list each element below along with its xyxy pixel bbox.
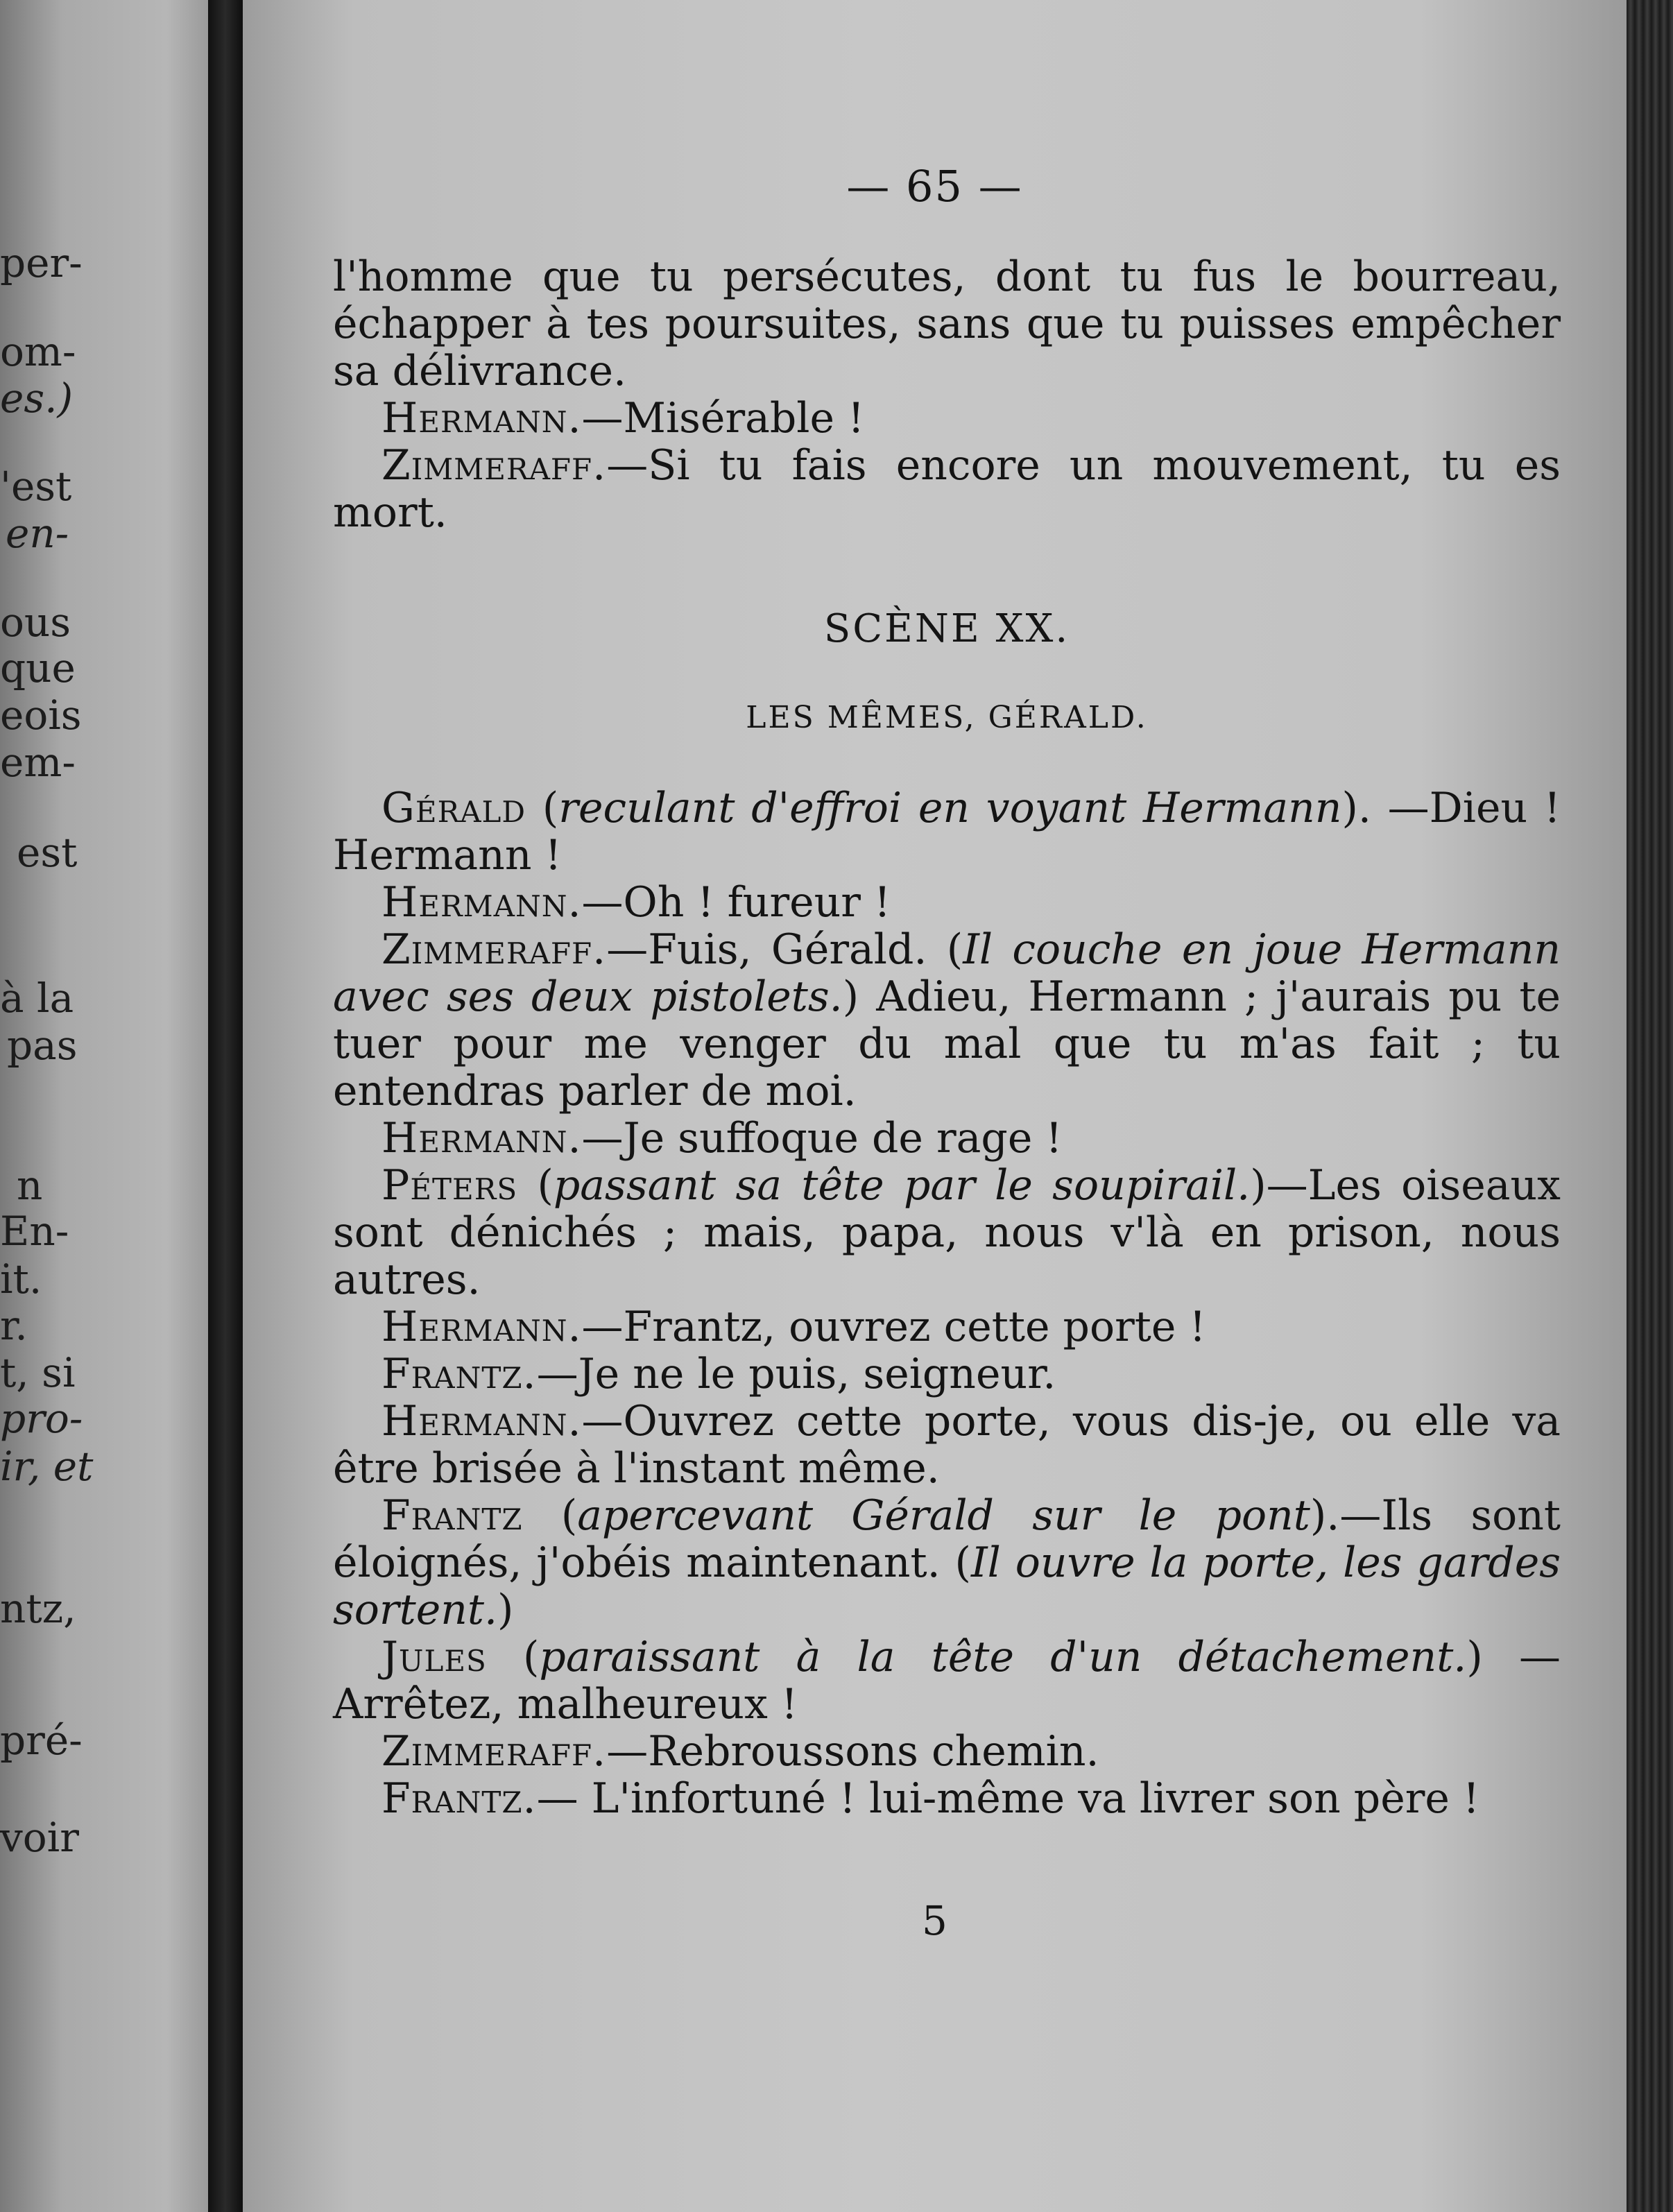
line-text: — L'infortuné ! lui-même va livrer son père ! xyxy=(536,1774,1480,1823)
previous-page-fragment: à la xyxy=(0,975,74,1022)
previous-page-fragment: pas xyxy=(7,1022,78,1069)
line-text: ).—Ils sont éloignés, j'obéis maintenant. ( xyxy=(333,1491,1561,1587)
dialogue-line xyxy=(333,1775,1561,1822)
speaker-name: Jules xyxy=(381,1633,487,1681)
speaker-name: Hermann. xyxy=(381,1114,582,1163)
speaker-name: Frantz. xyxy=(381,1774,537,1823)
previous-page-fragment: ous xyxy=(0,599,71,646)
line-text: l'homme que tu persécutes, dont tu fus le bourreau, échapper à tes poursuites, sans que tu puisses empêcher sa délivrance. xyxy=(333,252,1561,395)
dialogue-line xyxy=(333,1634,1561,1728)
line-text: —Frantz, ouvrez cette porte ! xyxy=(581,1303,1206,1351)
stage-direction: apercevant Gérald sur le pont xyxy=(577,1491,1310,1540)
dialogue-line xyxy=(333,1303,1561,1351)
line-text: —Misérable ! xyxy=(581,394,865,443)
speaker-name: Hermann. xyxy=(381,394,582,443)
line-text: —Je suffoque de rage ! xyxy=(581,1114,1063,1163)
stage-direction: reculant d'effroi en voyant Hermann xyxy=(558,784,1342,832)
page-body xyxy=(333,253,1561,1822)
line-text: ( xyxy=(526,784,559,832)
dialogue-line xyxy=(333,1398,1561,1492)
dialogue-line xyxy=(333,253,1561,395)
book-gutter xyxy=(208,0,243,2212)
dialogue-line xyxy=(333,785,1561,879)
previous-page-fragment: voir xyxy=(0,1814,79,1861)
previous-page-fragment: En- xyxy=(0,1208,69,1255)
previous-page-fragment: eois xyxy=(0,692,82,739)
previous-page-fragment: que xyxy=(0,644,76,692)
line-text: —Rebroussons chemin. xyxy=(606,1727,1099,1776)
stage-direction: paraissant à la tête d'un détachement. xyxy=(539,1633,1467,1681)
line-text: ). —Dieu ! Hermann ! xyxy=(333,784,1561,880)
line-text: —Fuis, Gérald. ( xyxy=(606,925,963,974)
previous-page-fragment: est xyxy=(17,829,78,876)
speaker-name: Péters xyxy=(381,1161,518,1210)
stage-direction: Il couche en joue Hermann avec ses deux pistolets. xyxy=(333,925,1561,1021)
dialogue-line xyxy=(333,1492,1561,1634)
signature-mark: 5 xyxy=(922,1897,947,1944)
line-text: )—Les oiseaux sont dénichés ; mais, papa, nous v'là en prison, nous autres. xyxy=(333,1161,1561,1304)
previous-page-fragment: 'est xyxy=(0,463,72,510)
speaker-name: Zimmeraff. xyxy=(381,1727,607,1776)
line-text: ( xyxy=(486,1633,540,1681)
previous-page-fragment: es.) xyxy=(0,375,74,422)
previous-page-fragment: ntz, xyxy=(0,1585,76,1632)
previous-page-fragment: en- xyxy=(6,510,69,557)
line-text: ) xyxy=(497,1586,514,1634)
page xyxy=(243,0,1627,2212)
line-text: —Ouvrez cette porte, vous dis-je, ou elle va être brisée à l'instant même. xyxy=(333,1397,1561,1493)
dialogue-line xyxy=(333,1115,1561,1162)
line-text: —Oh ! fureur ! xyxy=(581,878,891,927)
opening-dialogue xyxy=(333,253,1561,536)
speaker-name: Zimmeraff. xyxy=(381,925,607,974)
dialogue-line xyxy=(333,1728,1561,1775)
previous-page-strip xyxy=(0,0,208,2212)
previous-page-fragment: pré- xyxy=(0,1717,83,1764)
scene-dialogue xyxy=(333,785,1561,1822)
line-text: ) —Arrêtez, malheureux ! xyxy=(333,1633,1561,1729)
speaker-name: Hermann. xyxy=(381,878,582,927)
speaker-name: Gérald xyxy=(381,784,526,832)
stage-direction: passant sa tête par le soupirail. xyxy=(553,1161,1251,1210)
speaker-name: Zimmeraff. xyxy=(381,441,607,490)
speaker-name: Hermann. xyxy=(381,1303,582,1351)
line-text: —Je ne le puis, seigneur. xyxy=(536,1350,1056,1398)
dialogue-line xyxy=(333,879,1561,926)
dialogue-line xyxy=(333,1162,1561,1303)
previous-page-fragment: per- xyxy=(0,239,83,286)
speaker-name: Hermann. xyxy=(381,1397,582,1446)
line-text: —Si tu fais encore un mouvement, tu es mort. xyxy=(333,441,1561,537)
previous-page-fragment: t, si xyxy=(0,1349,76,1396)
stage-direction: Il ouvre la porte, les gardes sortent. xyxy=(333,1538,1561,1634)
line-text: ( xyxy=(517,1161,554,1210)
scene-cast: LES MÊMES, GÉRALD. xyxy=(746,700,1148,735)
previous-page-fragment: em- xyxy=(0,739,76,786)
dialogue-line xyxy=(333,1351,1561,1398)
line-text: ( xyxy=(522,1491,578,1540)
dialogue-line xyxy=(333,395,1561,442)
dialogue-line xyxy=(333,442,1561,536)
previous-page-fragment: r. xyxy=(0,1302,28,1349)
previous-page-fragment: pro- xyxy=(0,1395,83,1442)
line-text: ) Adieu, Hermann ; j'aurais pu te tuer pour me venger du mal que tu m'as fait ; tu entendras parler de moi. xyxy=(333,972,1561,1115)
previous-page-fragment: ir, et xyxy=(0,1443,94,1490)
page-block-edge xyxy=(1627,0,1673,2212)
speaker-name: Frantz. xyxy=(381,1350,537,1398)
dialogue-line xyxy=(333,926,1561,1115)
previous-page-fragment: n xyxy=(17,1162,43,1209)
previous-page-fragment: om- xyxy=(0,328,76,375)
speaker-name: Frantz xyxy=(381,1491,523,1540)
scene-title: SCÈNE XX. xyxy=(823,606,1070,651)
previous-page-fragment: it. xyxy=(0,1255,42,1303)
page-number: — 65 — xyxy=(846,161,1023,212)
